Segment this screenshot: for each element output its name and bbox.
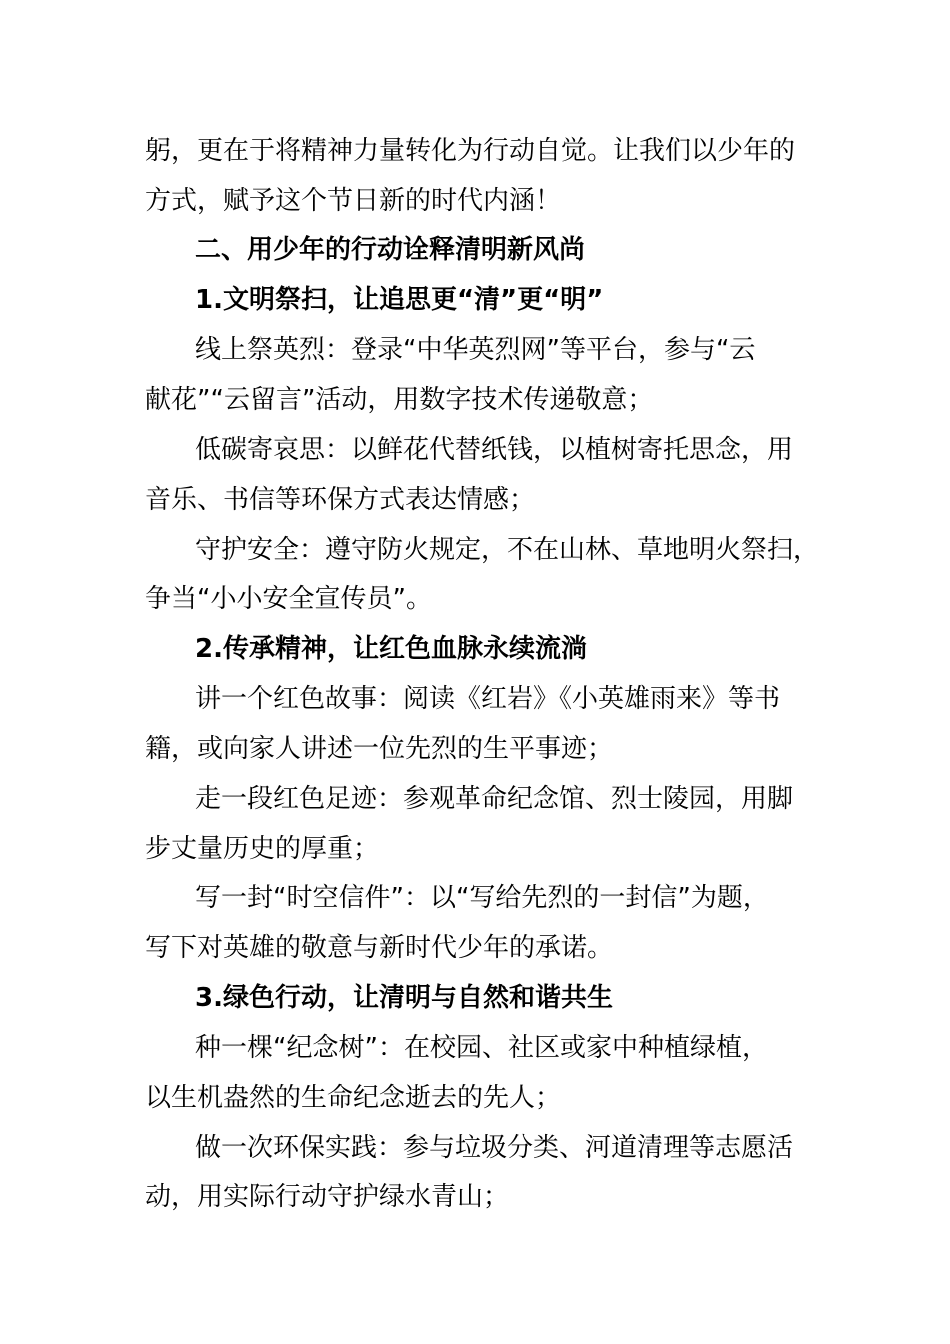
- paragraph-line: 守护安全：遵守防火规定，不在山林、草地明火祭扫，: [195, 535, 820, 565]
- subsection-heading: 2.传承精神，让红色血脉永续流淌: [195, 634, 587, 664]
- paragraph-line: 写一封“时空信件”：以“写给先烈的一封信”为题，: [195, 883, 769, 913]
- paragraph-line: 争当“小小安全宣传员”。: [145, 584, 432, 614]
- paragraph-line: 以生机盎然的生命纪念逝去的先人；: [145, 1083, 562, 1113]
- paragraph-line: 步丈量历史的厚重；: [145, 834, 380, 864]
- paragraph-line: 讲一个红色故事：阅读《红岩》《小英雄雨来》等书: [195, 684, 781, 714]
- paragraph-line: 低碳寄哀思：以鲜花代替纸钱，以植树寄托思念，用: [195, 435, 794, 465]
- paragraph-line: 做一次环保实践：参与垃圾分类、河道清理等志愿活: [195, 1133, 794, 1163]
- paragraph-line: 线上祭英烈：登录“中华英烈网”等平台，参与“云: [195, 335, 756, 365]
- paragraph-line: 音乐、书信等环保方式表达情感；: [145, 485, 536, 515]
- paragraph-line: 动，用实际行动守护绿水青山；: [145, 1182, 510, 1212]
- paragraph-line: 献花”“云留言”活动，用数字技术传递敬意；: [145, 385, 654, 415]
- paragraph-line: 写下对英雄的敬意与新时代少年的承诺。: [145, 933, 614, 963]
- paragraph-line: 走一段红色足迹：参观革命纪念馆、烈士陵园，用脚: [195, 784, 794, 814]
- subsection-heading: 3.绿色行动，让清明与自然和谐共生: [195, 983, 613, 1013]
- paragraph-line: 方式，赋予这个节日新的时代内涵！: [145, 186, 562, 216]
- paragraph-line: 种一棵“纪念树”：在校园、社区或家中种植绿植，: [195, 1033, 768, 1063]
- section-heading: 二、用少年的行动诠释清明新风尚: [195, 235, 586, 265]
- paragraph-line: 籍，或向家人讲述一位先烈的生平事迹；: [145, 734, 614, 764]
- subsection-heading: 1.文明祭扫，让追思更“清”更“明”: [195, 285, 604, 315]
- paragraph-line: 躬，更在于将精神力量转化为行动自觉。让我们以少年的: [145, 136, 796, 166]
